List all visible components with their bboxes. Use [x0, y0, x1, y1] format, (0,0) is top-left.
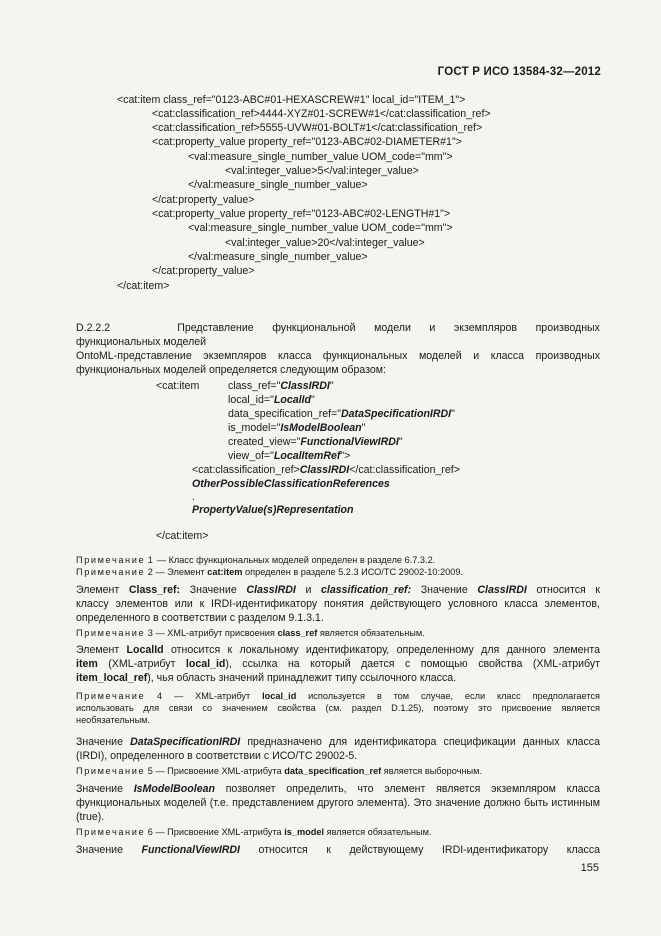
tag-open: <cat:classification_ref>	[192, 464, 300, 476]
attr-quote: "	[329, 380, 334, 392]
text: Элемент	[76, 584, 129, 596]
template-attr	[228, 436, 403, 448]
note-label: Примечание	[76, 827, 146, 837]
document-header: ГОСТ Р ИСО 13584-32—2012	[437, 66, 601, 78]
note-term: local_id	[262, 691, 297, 701]
note-text: — Элемент	[155, 567, 208, 577]
section-title-tail: функциональных моделей	[76, 336, 207, 348]
text: Значение	[411, 584, 478, 596]
intro-line	[76, 349, 600, 363]
term: DataSpecificationIRDI	[130, 736, 241, 748]
note-2	[76, 565, 600, 579]
note-text: используется в том случае, если класс предполагается	[296, 691, 601, 701]
intro-line: функциональных моделей определяется следующим образом:	[76, 364, 386, 376]
attr-value: IsModelBoolean	[280, 422, 362, 434]
attr-quote: "	[451, 408, 455, 420]
paragraph-line	[76, 735, 600, 749]
attr-value: ClassIRDI	[280, 380, 330, 392]
attr-name: created_view="	[228, 436, 301, 448]
code-line: <cat:classification_ref>4444-XYZ#01-SCREW#1</cat:classification_ref>	[152, 108, 491, 120]
section-title-line	[76, 321, 600, 335]
template-other-refs: OtherPossibleClassificationReferences	[192, 478, 390, 490]
term: ClassIRDI	[246, 584, 296, 596]
note-number: 1	[147, 555, 155, 565]
attr-quote: ">	[340, 450, 351, 462]
note-number: 2	[147, 567, 153, 577]
text: ), чья область значений принадлежит типу ссылочного класса.	[147, 672, 457, 684]
template-close: </cat:item>	[156, 530, 209, 542]
note-text: — Присвоение XML-атрибута	[155, 827, 285, 837]
note-number: 3	[147, 628, 153, 638]
note-text: — XML-атрибут присвоения	[155, 628, 278, 638]
title-word: производных	[535, 322, 600, 334]
text: к	[326, 844, 331, 856]
paragraph-line	[76, 643, 600, 657]
text: предназначено для идентификатора спецификации данных класса	[240, 736, 601, 748]
paragraph-is-model	[76, 782, 600, 824]
template-attr	[228, 422, 365, 434]
code-line: </cat:property_value>	[152, 194, 255, 206]
note-term: class_ref	[277, 628, 318, 638]
note-line: необязательным.	[76, 715, 151, 725]
text: (XML-атрибут	[97, 658, 186, 670]
paragraph-line: (true).	[76, 811, 105, 823]
template-attr	[228, 450, 350, 462]
text: Значение	[76, 844, 123, 856]
text: позволяет определить, что элемент является экземпляром класса	[214, 783, 600, 795]
title-word: модели	[374, 322, 411, 334]
paragraph-line	[76, 657, 600, 671]
note-label: Примечание	[76, 691, 146, 701]
code-line: <cat:property_value property_ref="0123-ABC#02-DIAMETER#1">	[152, 136, 462, 148]
note-term: is_model	[284, 827, 325, 837]
attr-name: view_of="	[228, 450, 274, 462]
code-line: <cat:classification_ref>5555-UVW#01-BOLT#1</cat:classification_ref>	[152, 122, 483, 134]
text: Элемент	[76, 644, 127, 656]
note-label: Примечание	[76, 555, 146, 565]
code-line: <cat:property_value property_ref="0123-ABC#02-LENGTH#1">	[152, 208, 451, 220]
title-word: экземпляров	[453, 322, 518, 334]
note-text: — Присвоение XML-атрибута	[155, 766, 285, 776]
text: действующему	[349, 844, 424, 856]
note-text: является обязательным.	[317, 628, 425, 638]
attr-quote: "	[398, 436, 403, 448]
template-classification	[192, 464, 460, 476]
note-text: является выборочным.	[381, 766, 483, 776]
paragraph-local-id	[76, 643, 600, 685]
attr-name: class_ref="	[228, 380, 281, 392]
code-line: <val:integer_value>20</val:integer_value>	[225, 237, 425, 249]
code-line: </cat:item>	[117, 280, 170, 292]
title-word: функциональной	[272, 322, 356, 334]
paragraph-line: (IRDI), определенного в соответствии с ИСО/ТС 29002-5.	[76, 750, 358, 762]
text: относится к	[526, 584, 601, 596]
code-line: <val:measure_single_number_value UOM_code="mm">	[188, 151, 453, 163]
term: LocalId	[126, 644, 164, 656]
term: ClassIRDI	[477, 584, 527, 596]
term: FunctionalViewIRDI	[141, 844, 241, 856]
attr-value: LocalItemRef	[273, 450, 341, 462]
template-attr	[228, 380, 334, 392]
note-line	[76, 690, 600, 702]
paragraph-line	[76, 583, 600, 597]
text: Значение	[76, 783, 134, 795]
note-label: Примечание	[76, 628, 146, 638]
note-4	[76, 690, 600, 726]
attr-name: data_specification_ref="	[228, 408, 342, 420]
template-dot: .	[192, 491, 195, 503]
term: classification_ref:	[321, 584, 412, 596]
attr-value: DataSpecificationIRDI	[341, 408, 452, 420]
term: Class_ref:	[128, 584, 181, 596]
note-text: является обязательным.	[324, 827, 432, 837]
note-number: 4	[157, 691, 163, 701]
note-6	[76, 825, 600, 839]
text: и	[295, 584, 322, 596]
text: относится	[258, 844, 308, 856]
note-text: определен в разделе 5.2.3 ИСО/ТС 29002-10:2009.	[242, 567, 464, 577]
term: IsModelBoolean	[133, 783, 215, 795]
code-line: </val:measure_single_number_value>	[188, 179, 368, 191]
code-line: </cat:property_value>	[152, 265, 255, 277]
note-label: Примечание	[76, 766, 146, 776]
tag-value: ClassIRDI	[299, 464, 350, 476]
code-line: <val:measure_single_number_value UOM_code="mm">	[188, 222, 453, 234]
title-word: Представление	[177, 322, 254, 334]
paragraph-line	[76, 843, 600, 857]
text: Значение	[180, 584, 247, 596]
note-line: использовать для связи со значением свойства (см. раздел D.1.25), поэтому это присвоение является	[76, 703, 600, 713]
code-line: <val:integer_value>5</val:integer_value>	[225, 165, 419, 177]
attr-name: is_model="	[228, 422, 281, 434]
template-property-values: PropertyValue(s)Representation	[192, 504, 354, 516]
text: IRDI-идентификатору	[441, 844, 549, 856]
attr-value: LocalId	[273, 394, 311, 406]
note-3	[76, 626, 600, 640]
title-word: и	[429, 322, 436, 334]
note-5	[76, 764, 600, 778]
note-number: 6	[147, 827, 153, 837]
text: Значение	[76, 736, 131, 748]
section-number: D.2.2.2	[76, 322, 111, 334]
template-open: <cat:item	[156, 380, 200, 392]
paragraph-data-spec	[76, 735, 600, 763]
paragraph-line: определенного в соответствии с разделом 9.1.3.1.	[76, 612, 324, 624]
text: относится к локальному идентификатору, определенному для данного элемента	[163, 644, 601, 656]
term: local_id	[185, 658, 226, 670]
attr-quote: "	[361, 422, 366, 434]
template-attr	[228, 394, 315, 406]
note-term: cat:item	[207, 567, 243, 577]
tag-close: </cat:classification_ref>	[349, 464, 460, 476]
paragraph-class-ref	[76, 583, 600, 625]
note-text: — XML-атрибут	[174, 691, 263, 701]
text: класса	[566, 844, 601, 856]
template-attr	[228, 408, 455, 420]
note-term: data_specification_ref	[284, 766, 382, 776]
paragraph-line	[76, 782, 600, 796]
paragraph-line: классу элементов или к IRDI-идентификатору понятия действующего условного класса элементов,	[76, 598, 600, 610]
page-number: 155	[580, 862, 599, 874]
text: ), ссылка на который дается с помощью свойства (XML-атрибут	[225, 658, 600, 670]
attr-quote: "	[310, 394, 315, 406]
note-number: 5	[147, 766, 153, 776]
paragraph-functional-view	[76, 843, 600, 857]
code-line: </val:measure_single_number_value>	[188, 251, 368, 263]
note-text: — Класс функциональных моделей определен в разделе 6.7.3.2.	[156, 555, 436, 565]
term: item	[76, 658, 98, 670]
attr-name: local_id="	[228, 394, 274, 406]
paragraph-line	[76, 671, 600, 685]
section-heading	[76, 321, 600, 377]
attr-value: FunctionalViewIRDI	[300, 436, 399, 448]
term: item_local_ref	[76, 672, 148, 684]
code-line: <cat:item class_ref="0123-ABC#01-HEXASCREW#1" local_id="ITEM_1">	[117, 94, 466, 106]
intro-text: OntoML-представление экземпляров класса функциональных моделей и класса производных	[76, 350, 600, 362]
note-label: Примечание	[76, 567, 146, 577]
paragraph-line: функциональных моделей (т.е. представлением другого элемента). Это значение должно быть истинным	[76, 797, 600, 809]
